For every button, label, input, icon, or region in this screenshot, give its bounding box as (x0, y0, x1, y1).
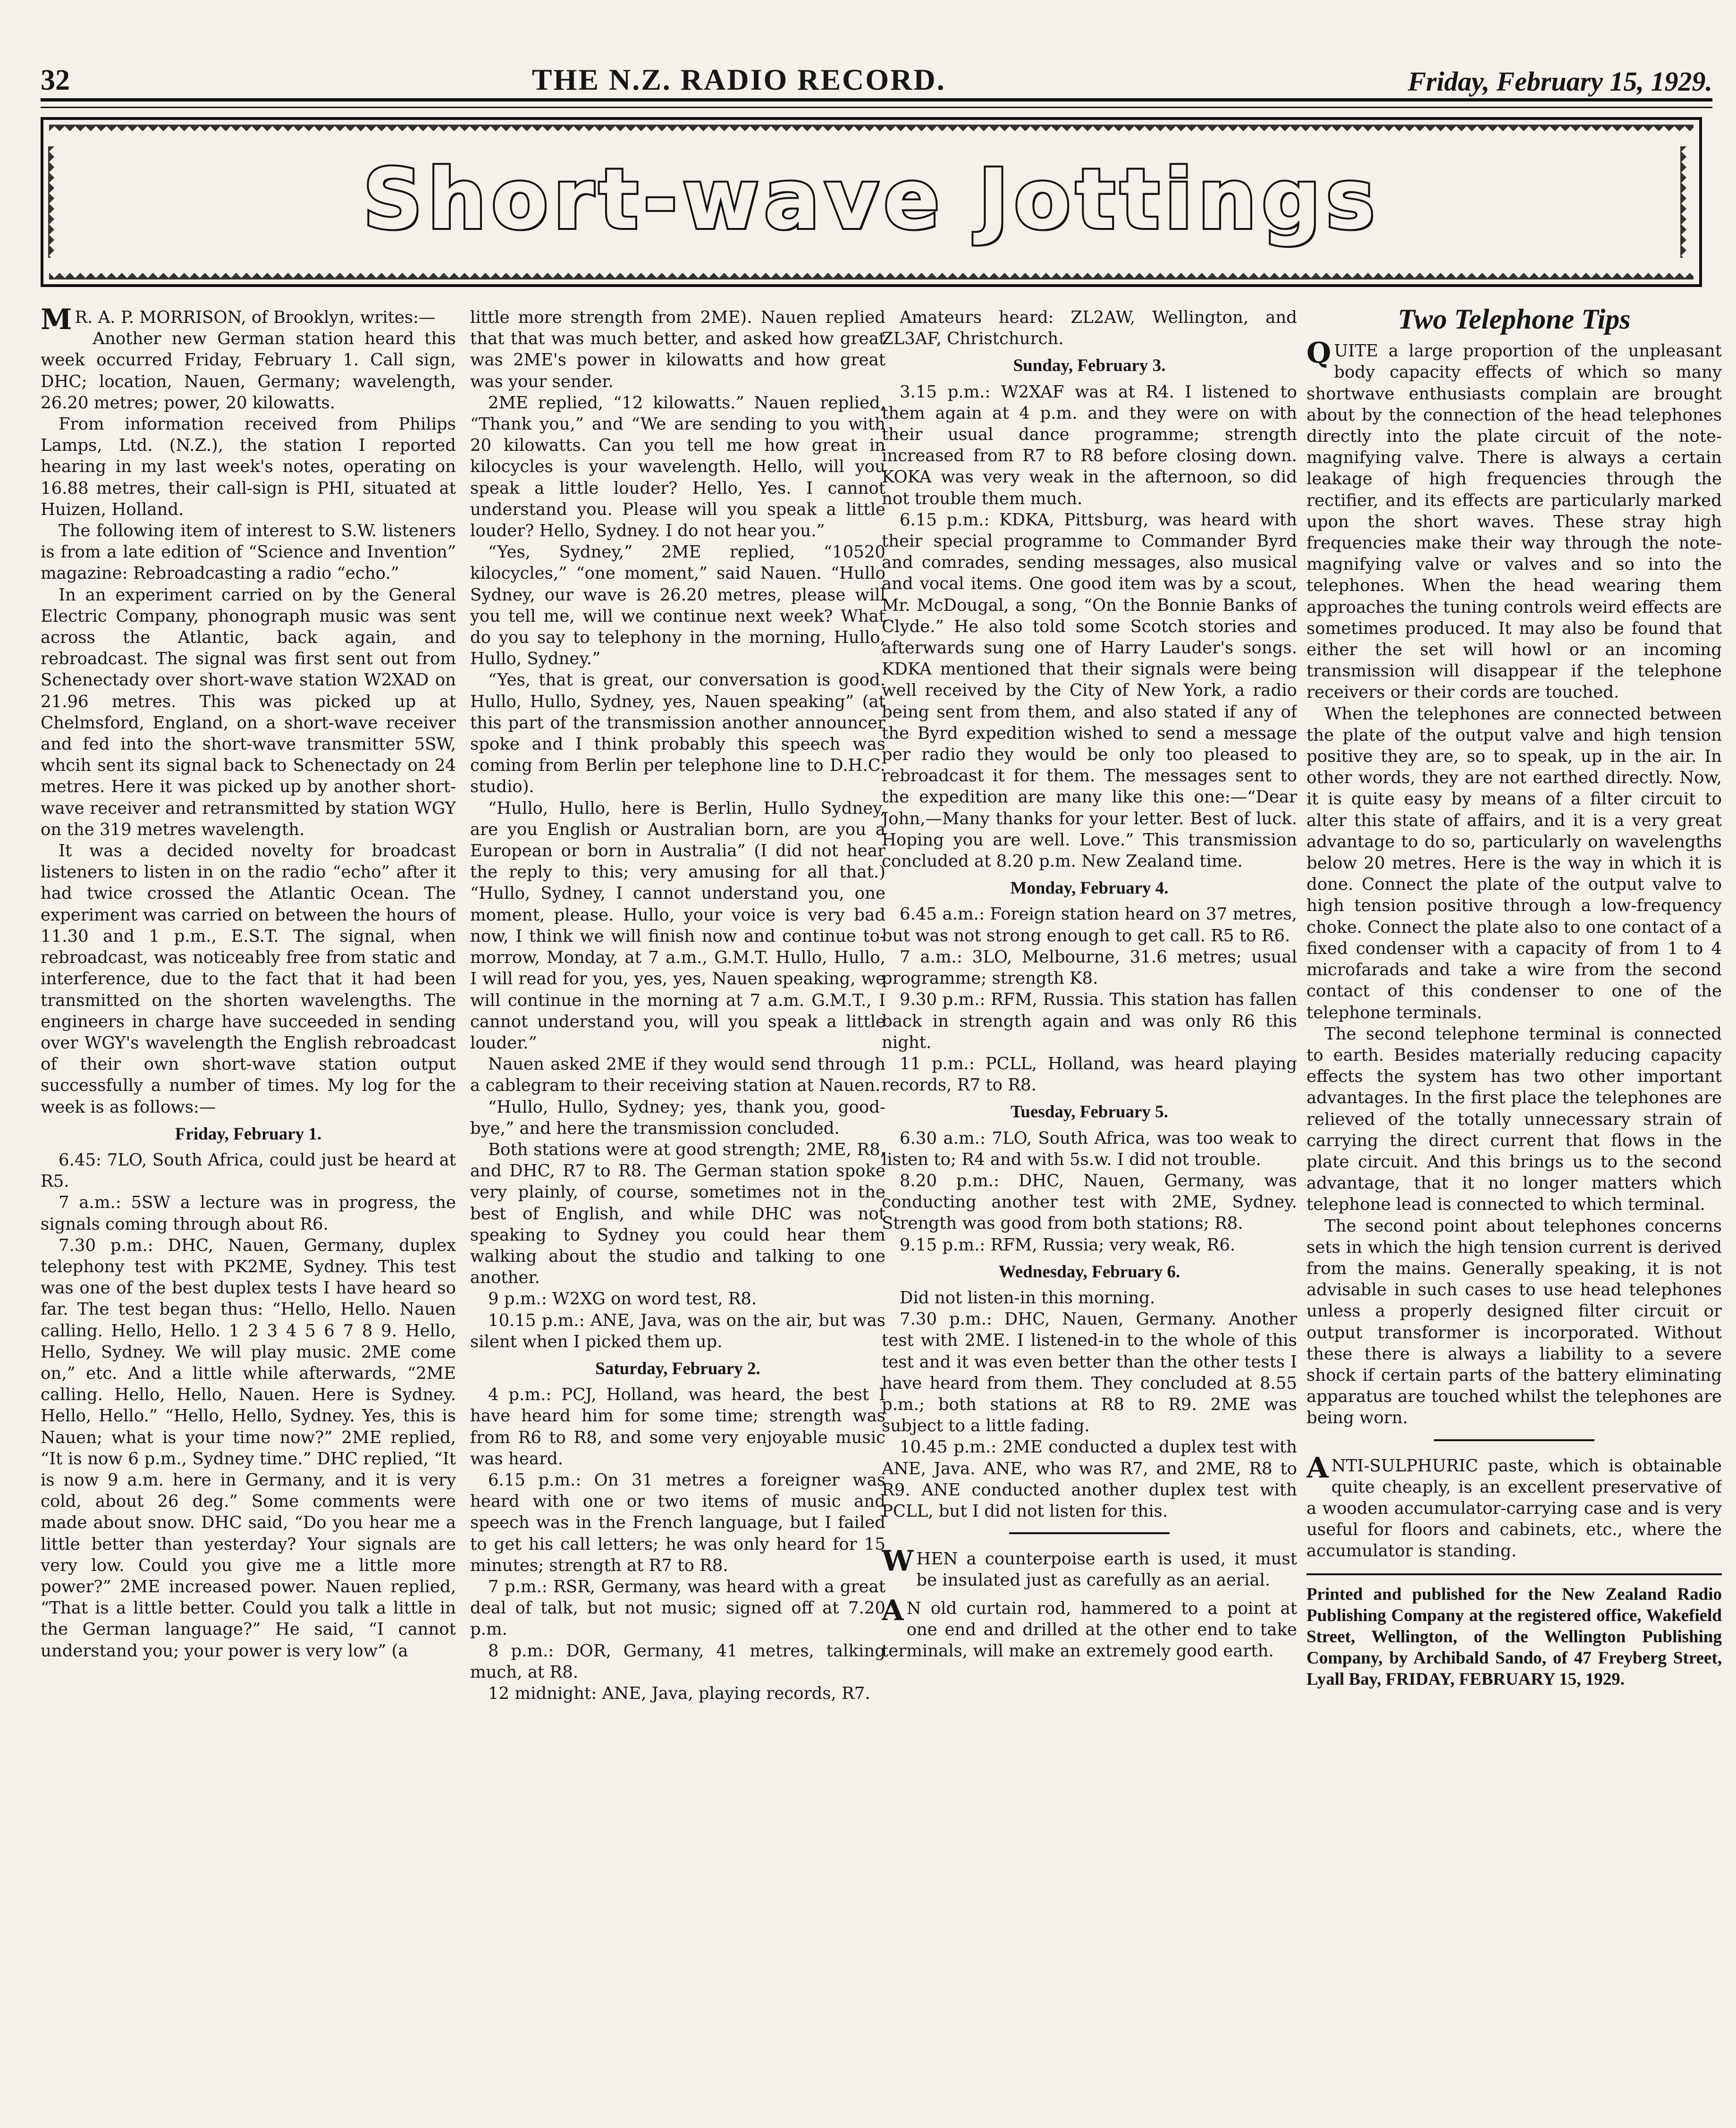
section-title: Short-wave Jottings (362, 151, 1380, 248)
column-2 (470, 307, 885, 2030)
drop-cap: W (882, 1545, 914, 1578)
log-entry: 11 p.m.: PCLL, Holland, was heard playing records, R7 to R8. (882, 1054, 1297, 1095)
header-rule-thin (41, 107, 1712, 108)
paragraph: little more strength from 2ME). Nauen replied that that was much better, and asked how great was 2ME's power in kilowatts and how great was your sender. (470, 308, 885, 391)
paragraph (1306, 337, 1722, 703)
paragraph: “Yes, that is great, our conversation is good. Hullo, Hullo, Sydney, yes, Nauen speaking” (at this part of the transmission another announcer spoke and I think probably this speech was coming from Berlin per telephone line to D.H.C. studio). (470, 670, 885, 797)
tip-counterpoise (882, 1545, 1297, 1591)
paragraph: It was a decided novelty for broadcast listeners to listen in on the radio “echo” after it had twice crossed the Atlantic Ocean. The experiment was carried on between the hours of 11.30 and 1 p.m., E.S.T. The signal, when rebroadcast, was noticeably free from static and interference, due to the fact that it had been transmitted on the shorten wavelengths. The engineers in charge have succeeded in sending over WGY's wavelength the English rebroadcast of their own short-wave station output successfully a number of times. My log for the week is as follows:— (41, 841, 456, 1117)
paragraph: Nauen asked 2ME if they would send through a cablegram to their receiving station at Nauen. (470, 1055, 885, 1096)
column-4 (1306, 307, 1722, 2030)
log-entry: 9.30 p.m.: RFM, Russia. This station has fallen back in strength again and was only R6 this night. (882, 990, 1297, 1052)
log-entry: 6.30 a.m.: 7LO, South Africa, was too weak to listen to; R4 and with 5s.w. I did not trouble. (882, 1128, 1297, 1169)
tip-text: NTI-SULPHURIC paste, which is obtainable quite cheaply, is an excellent preservative of a wooden accumulator-carrying case and is very useful for floors and cabinets, etc., where the accumulator is standing. (1306, 1456, 1722, 1561)
log-entry: 3.15 p.m.: W2XAF was at R4. I listened to them again at 4 p.m. and they were on with their usual dance programme; strength increased from R7 to R8 before closing down. KOKA was very weak in the afternoon, so did not trouble them much. (882, 382, 1297, 508)
log-entry: 8.20 p.m.: DHC, Nauen, Germany, was conducting another test with 2ME, Sydney. Strength was good from both stations; R8. (882, 1171, 1297, 1233)
log-entry: 10.15 p.m.: ANE, Java, was on the air, but was silent when I picked them up. (470, 1310, 885, 1351)
paragraph: “Hullo, Hullo, here is Berlin, Hullo Sydney, are you English or Australian born, are you a European or born in Australia” (I did not hear the reply to this; very amusing for all that.) “Hullo, Sydney, I cannot understand you, one moment, please. Hullo, your voice is very bad now, I think we will finish now and continue to-morrow, Monday, at 7 a.m., G.M.T. Hullo, Hullo, I will read for you, yes, yes, Nauen speaking, we will continue in the morning at 7 a.m. G.M.T., I cannot understand you, will you speak a little louder.” (470, 798, 885, 1053)
log-entry: 7 a.m.: 3LO, Melbourne, 31.6 metres; usual programme; strength K8. (882, 947, 1297, 988)
header-rule-thick (41, 98, 1712, 101)
log-heading-sunday: Sunday, February 3. (1013, 356, 1166, 376)
paragraph-text: UITE a large proportion of the unpleasant body capacity effects of which so many shortwave enthusiasts complain are brought about by the connection of the head telephones directly into the plate circuit of the note-magnifying valve. There is always a certain leakage of high frequencies through the rectifier, and its effects are particularly marked upon the short waves. These stray high frequencies make their way through the note-magnifying valve or valves and so into the telephones. When the head wearing them approaches the tuning controls weird effects are sometimes produced. It may also be found that either the set will howl or an incoming transmission will disappear if the telephone receivers or their cords are touched. (1306, 341, 1722, 702)
log-entry: 4 p.m.: PCJ, Holland, was heard, the best I have heard him for some time; strength was from R6 to R8, and some very enjoyable music was heard. (470, 1385, 885, 1469)
drop-cap: A (882, 1594, 904, 1627)
paragraph: “Hullo, Hullo, Sydney; yes, thank you, good-bye,” and here the transmission concluded. (470, 1097, 885, 1138)
tip-text: HEN a counterpoise earth is used, it must be insulated just as carefully as an aerial. (916, 1549, 1297, 1590)
divider (1434, 1439, 1594, 1441)
publisher-imprint: Printed and published for the New Zealand Radio Publishing Company at the registered office, Wakefield Street, Wellington, of the Wellington Publishing Company, by Archibald Sando, of 47 Freyberg Street, Lyall Bay, FRIDAY, FEBRUARY 15, 1929. (1306, 1573, 1722, 1690)
log-heading-saturday: Saturday, February 2. (595, 1359, 760, 1378)
paragraph: “Yes, Sydney,” 2ME replied, “10520 kilocycles,” “one moment,” said Nauen. “Hullo Sydney, our wave is 26.20 metres, please will you tell me, will we continue next week? What do you say to telephony in the morning, Hullo, Hullo, Sydney.” (470, 542, 885, 669)
paragraph: The following item of interest to S.W. listeners is from a late edition of “Science and Invention” magazine: Rebroadcasting a radio “echo.” (41, 521, 456, 583)
column-1 (41, 307, 456, 2030)
column-3 (882, 307, 1297, 2030)
drop-cap: M (41, 307, 72, 336)
paragraph: Amateurs heard: ZL2AW, Wellington, and ZL3AF, Christchurch. (882, 308, 1297, 349)
log-entry: Did not listen-in this morning. (900, 1288, 1155, 1308)
paragraph: From information received from Philips Lamps, Ltd. (N.Z.), the station I reported hearing in my last week's notes, operating on 16.88 metres, their call-sign is PHI, situated at Huizen, Holland. (41, 414, 456, 519)
article-heading: Two Telephone Tips (1398, 307, 1631, 335)
log-entry: 6.15 p.m.: On 31 metres a foreigner was heard with one or two items of music and speech was in the French language, but I failed to get his call letters; he was only heard for 15 minutes; strength at R7 to R8. (470, 1470, 885, 1575)
paragraph: In an experiment carried on by the General Electric Company, phonograph music was sent across the Atlantic, back again, and rebroadcast. The signal was first sent out from Schenectady over short-wave station W2XAD on 21.96 metres. This was picked up at Chelmsford, England, on a short-wave receiver and fed into the short-wave transmitter 5SW, whcih sent its signal back to Schenectady on 24 metres. Here it was picked up by another short-wave receiver and retransmitted by station WGY on the 319 metres wavelength. (41, 585, 456, 839)
page-header (41, 52, 1712, 97)
log-entry: 7.30 p.m.: DHC, Nauen, Germany, duplex telephony test with PK2ME, Sydney. This test was one of the best duplex tests I have heard so far. The test began thus: “Hello, Hello. Nauen calling. Hello, Hello. 1 2 3 4 5 6 7 8 9. Hello, Hello, Sydney. We will play music. 2ME come on,” etc. And a little while afterwards, “2ME calling. Hello, Hello, Nauen. Here is Sydney. Hello, Hello.” “Hello, Hello, Sydney. Yes, this is Nauen; what is your time now?” 2ME replied, “It is now 6 p.m., Sydney time.” DHC replied, “It is now 9 a.m. here in Germany, and it is very cold, about 26 deg.” Some comments were made about snow. DHC said, “Do you hear me a little better than yesterday? Your signals are very low. Could you give me a little more power?” 2ME increased power. Nauen replied, “That is a little better. Could you talk a little in the German language?” He said, “I cannot understand you; your power is very low” (a (41, 1235, 456, 1661)
log-heading-tuesday: Tuesday, February 5. (1011, 1102, 1168, 1122)
log-entry: 7 p.m.: RSR, Germany, was heard with a great deal of talk, but not music; signed off at 7.20 p.m. (470, 1577, 885, 1639)
log-entry: 9.15 p.m.: RFM, Russia; very weak, R6. (900, 1235, 1236, 1255)
log-entry: 7 a.m.: 5SW a lecture was in progress, the signals coming through about R6. (41, 1193, 456, 1234)
banner-border-top (49, 125, 1694, 141)
paragraph: 2ME replied, “12 kilowatts.” Nauen replied, “Thank you,” and “We are sending to you with 20 kilowatts. Can you tell me how great in kilocycles is your wavelength. Hello, will you speak a little louder? Hello, Yes. I cannot understand you. Please will you speak a little louder? Hello, Sydney. I do not hear you.” (470, 393, 885, 541)
tip-anti-sulphuric (1306, 1451, 1722, 1562)
paragraph: When the telephones are connected between the plate of the output valve and high tension positive they are, so to speak, up in the air. In other words, they are not earthed directly. Now, it is quite easy by means of a filter circuit to alter this state of affairs, and it is a very great advantage to do so, particularly on wavelengths below 20 metres. Here is the way in which it is done. Connect the plate of the output valve to high tension positive through a low-frequency choke. Connect the plate also to one contact of a fixed condenser with a capacity of from 1 to 4 microfarads and take a wire from the second contact of this condenser to one of the telephone terminals. (1306, 704, 1722, 1022)
log-entry: 9 p.m.: W2XG on word test, R8. (488, 1289, 757, 1309)
log-heading-monday: Monday, February 4. (1010, 878, 1169, 898)
log-entry: 6.15 p.m.: KDKA, Pittsburg, was heard with their special programme to Commander Byrd and comrades, sending messages, also musical and vocal items. One good item was by a scout, Mr. McDougal, a song, “On the Bonnie Banks of Clyde.” He also told some Scotch stories and afterwards sung one of Harry Lauder's songs. KDKA mentioned that their signals were being well received by the City of New York, a radio being sent from them, and also stated if any of the Byrd expedition wished to send a message per radio they would be only too pleased to rebroadcast it for them. The messages sent to the expedition are many like this one:—“Dear John,—Many thanks for your letter. Best of luck. Hoping you are well. Love.” This transmission concluded at 8.20 p.m. New Zealand time. (882, 510, 1297, 871)
tip-curtain-rod (882, 1594, 1297, 1662)
paragraph: Another new German station heard this week occurred Friday, February 1. Call sign, DHC; location, Nauen, Germany; wavelength, 26.20 metres; power, 20 kilowatts. (41, 329, 456, 413)
tip-text: N old curtain rod, hammered to a point at one end and drilled at the other end to take terminals, will make an extremely good earth. (882, 1598, 1297, 1661)
log-entry: 8 p.m.: DOR, Germany, 41 metres, talking much, at R8. (470, 1641, 885, 1682)
divider (1009, 1532, 1170, 1534)
paragraph: The second telephone terminal is connected to earth. Besides materially reducing capacity effects the system has two other important advantages. In the first place the telephones are relieved of the totally unnecessary strain of carrying the direct current that flows in the plate circuit. And this brings us to the second advantage, that it no longer matters which telephone lead is connected to which terminal. (1306, 1024, 1722, 1215)
log-entry: 10.45 p.m.: 2ME conducted a duplex test with ANE, Java. ANE, who was R7, and 2ME, R8 to R9. ANE conducted another duplex test with PCLL, but I did not listen for this. (882, 1437, 1297, 1521)
page-number: 32 (41, 64, 70, 96)
drop-cap: A (1306, 1451, 1329, 1485)
log-entry: 7.30 p.m.: DHC, Nauen, Germany. Another test with 2ME. I listened-in to the whole of this test and it was even better than the other tests I have heard from them. They concluded at 8.55 p.m.; both stations at R8 to R9. 2ME was subject to a little fading. (882, 1309, 1297, 1436)
log-entry: 6.45 a.m.: Foreign station heard on 37 metres, but was not strong enough to get call. R5 to R6. (882, 904, 1297, 946)
log-heading-wednesday: Wednesday, February 6. (998, 1262, 1180, 1282)
log-entry: 12 midnight: ANE, Java, playing records, R7. (488, 1684, 870, 1703)
paragraph: Both stations were at good strength; 2ME, R8, and DHC, R7 to R8. The German station spoke very plainly, of course, sometimes not in the best of English, and while DHC was not speaking to Sydney you could hear them walking about the studio and talking to one another. (470, 1140, 885, 1288)
section-banner (41, 117, 1702, 287)
issue-date: Friday, February 15, 1929. (1407, 66, 1712, 97)
log-entry: 6.45: 7LO, South Africa, could just be heard at R5. (41, 1150, 456, 1191)
paragraph: The second point about telephones concerns sets in which the high tension current is derived from the mains. Generally speaking, it is not advisable in such cases to use head telephones unless a properly designed filter circuit or output transformer is incorporated. Without these there is always a liability to a severe shock if certain parts of the battery eliminating apparatus are touched whilst the telephones are being worn. (1306, 1216, 1722, 1428)
newspaper-title: THE N.Z. RADIO RECORD. (531, 63, 946, 96)
intro-paragraph (41, 307, 456, 336)
drop-cap: Q (1306, 337, 1331, 370)
banner-border-bottom (49, 263, 1694, 279)
log-heading-friday: Friday, February 1. (175, 1124, 322, 1144)
intro-text: R. A. P. MORRISON, of Brooklyn, writes:— (75, 308, 436, 327)
